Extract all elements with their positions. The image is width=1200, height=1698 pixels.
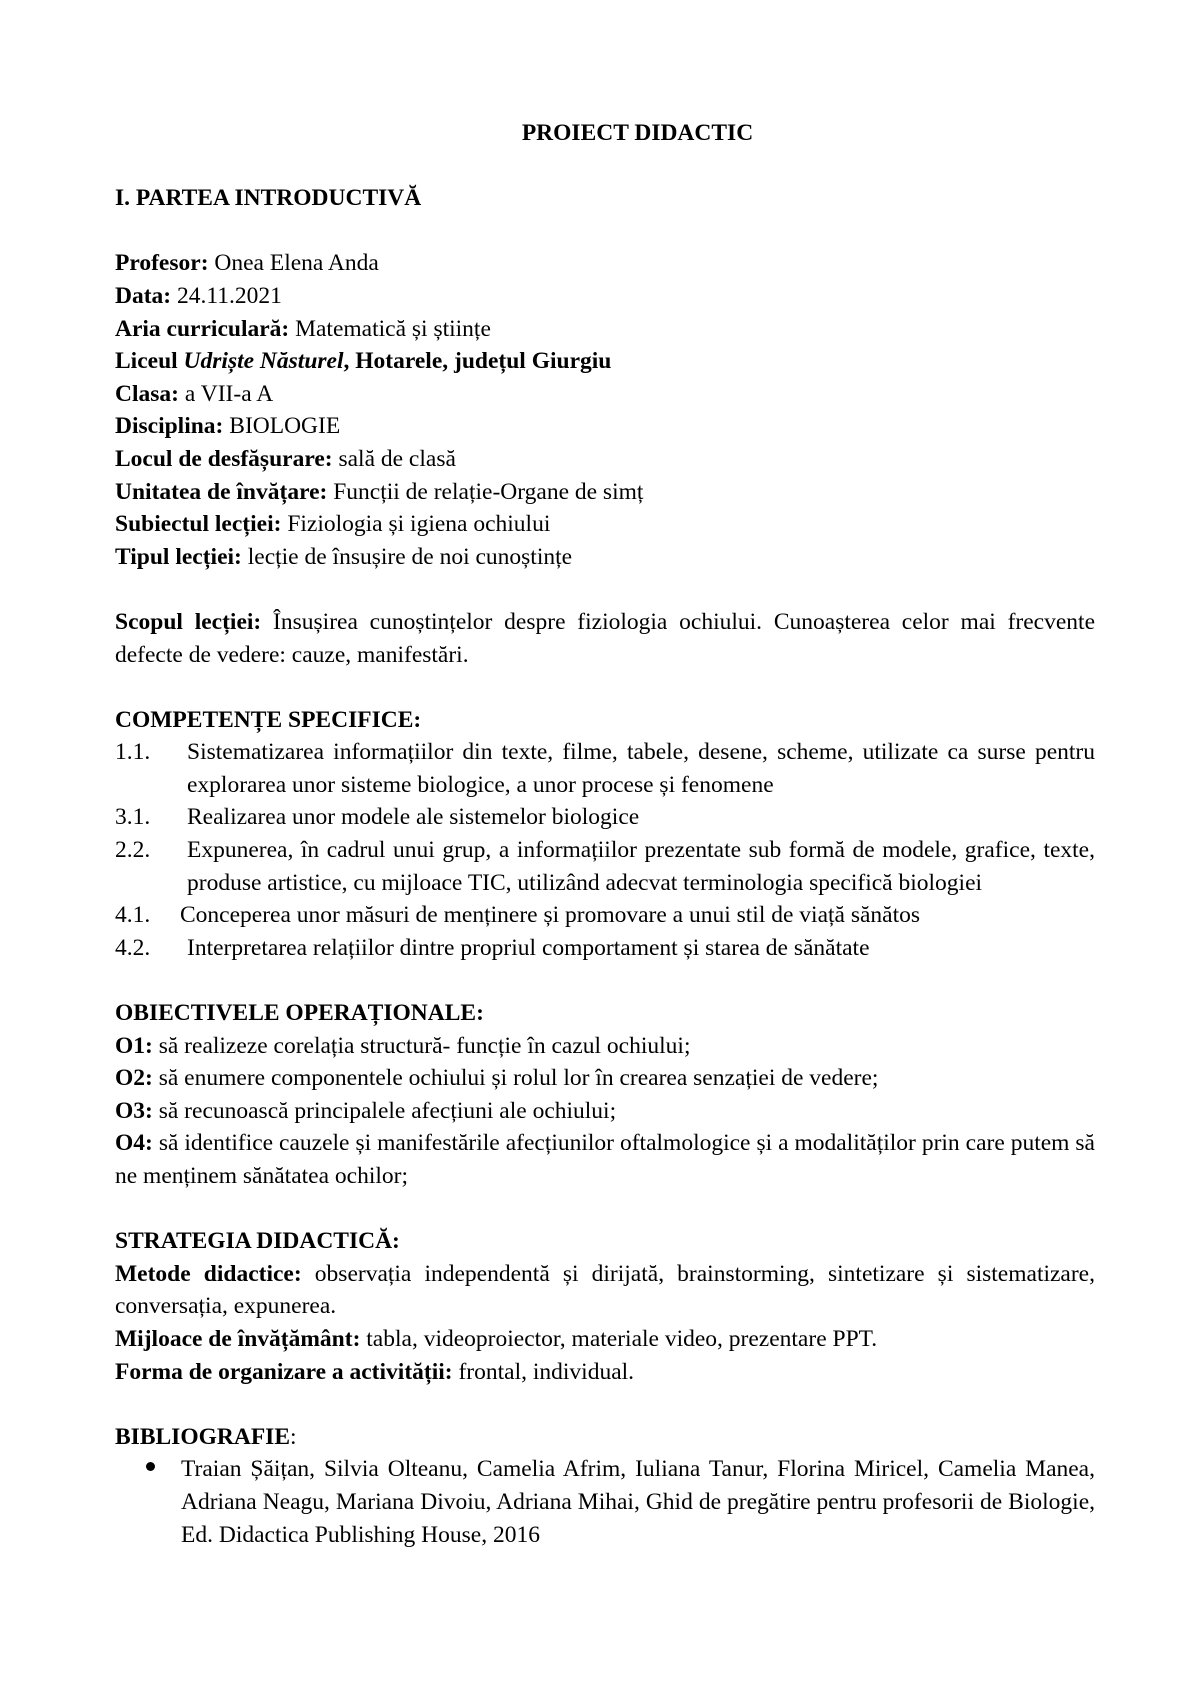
- info-label: Profesor:: [115, 250, 209, 277]
- bibliography-colon: :: [290, 1423, 297, 1450]
- competence-text: Realizarea unor modele ale sistemelor biologice: [187, 804, 640, 831]
- competence-text: Concеperea unor măsuri de menținere și promovare a unui stil de viață sănătos: [180, 902, 921, 929]
- bibliography-heading: BIBLIOGRAFIE: [115, 1423, 290, 1450]
- info-line-teacher: [115, 247, 1095, 280]
- info-value: a VII-a A: [178, 380, 274, 407]
- info-label: Unitatea de învățare:: [115, 478, 328, 505]
- info-value: sală de clasă: [332, 445, 456, 472]
- info-value: Funcții de relație-Organe de simț: [327, 478, 644, 505]
- objective-label: O3:: [115, 1097, 153, 1124]
- info-label: Clasa:: [115, 380, 179, 407]
- info-label: Locul de desfășurare:: [115, 445, 333, 472]
- competence-text: Sistematizarea informațiilor din texte, filme, tabele, desene, scheme, utilizate ca surse pentru explorarea unor sisteme biologice, a unor procese și fenomene: [187, 739, 1095, 798]
- competence-number: 3.1.: [115, 804, 151, 831]
- info-line-learning-unit: [115, 476, 1095, 509]
- competence-item: [115, 801, 1095, 834]
- school-suffix: , Hotarele, județul Giurgiu: [343, 348, 612, 375]
- info-value: Onea Elena Anda: [208, 250, 379, 277]
- info-line-location: [115, 443, 1095, 476]
- info-label: Subiectul lecției:: [115, 511, 282, 538]
- section-heading-strategy: STRATEGIA DIDACTICĂ:: [115, 1228, 400, 1255]
- objective-text: să enumere componentele ochiului și rolul lor în crearea senzației de vedere;: [152, 1065, 879, 1092]
- section-heading-competences: COMPETENȚE SPECIFICE:: [115, 706, 422, 733]
- info-label: Data:: [115, 282, 172, 309]
- objective-item: [115, 1095, 1095, 1128]
- competence-item: [115, 932, 1095, 965]
- school-name: Udriște Năsturel: [183, 348, 344, 375]
- document-title: PROIECT DIDACTIC: [521, 120, 754, 146]
- info-label: Disciplina:: [115, 413, 224, 440]
- info-value: lecție de însușire de noi cunoștințe: [241, 543, 573, 570]
- objective-label: O2:: [115, 1065, 153, 1092]
- objective-text: să recunoască principalele afecțiuni ale ochiului;: [152, 1097, 617, 1124]
- strategy-text: observația independentă și dirijată, brainstorming, sintetizare și sistematizare, conversația, expunerea.: [115, 1260, 1095, 1320]
- competence-number: 4.1.: [115, 902, 151, 929]
- strategy-item: [115, 1258, 1095, 1323]
- info-label: Tipul lecției:: [115, 543, 242, 570]
- objective-item: [115, 1127, 1095, 1192]
- strategy-text: tabla, videoproiector, materiale video, prezentare PPT.: [360, 1325, 878, 1352]
- school-prefix: Liceul: [115, 348, 184, 375]
- objective-text: să realizeze corelația structură- funcție în cazul ochiului;: [152, 1032, 691, 1059]
- info-value: Fiziologia și igiena ochiului: [281, 511, 551, 538]
- objective-label: O1:: [115, 1032, 153, 1059]
- info-line-lesson-type: [115, 541, 1095, 574]
- info-line-subject: [115, 410, 1095, 443]
- competence-number: 1.1.: [115, 739, 151, 766]
- info-line-curricular-area: [115, 313, 1095, 346]
- info-line-lesson-topic: [115, 508, 1095, 541]
- lesson-scope: [115, 606, 1095, 671]
- info-block: [115, 247, 1095, 573]
- section-heading-bibliography: [115, 1421, 1095, 1454]
- competence-number: 4.2.: [115, 934, 151, 961]
- competence-text: Interpretarea relațiilor dintre propriul comportament și starea de sănătate: [187, 934, 870, 961]
- bibliography-item: [115, 1453, 1095, 1551]
- strategy-label: Mijloace de învățământ:: [115, 1325, 361, 1352]
- objectives-list: [115, 1030, 1095, 1193]
- competence-item: [115, 899, 1095, 932]
- objective-item: [115, 1062, 1095, 1095]
- info-line-class: [115, 378, 1095, 411]
- competence-number: 2.2.: [115, 837, 151, 864]
- info-value: Matematică și științe: [289, 315, 491, 342]
- strategy-text: frontal, individual.: [452, 1358, 635, 1385]
- strategy-label: Forma de organizare a activității:: [115, 1358, 453, 1385]
- strategy-item: [115, 1323, 1095, 1356]
- bullet-icon: [115, 1453, 181, 1551]
- strategy-list: [115, 1258, 1095, 1388]
- section-heading-objectives: OBIECTIVELE OPERAȚIONALE:: [115, 1000, 484, 1027]
- competence-item: [115, 834, 1095, 899]
- objective-item: [115, 1030, 1095, 1063]
- info-line-date: [115, 280, 1095, 313]
- info-value: 24.11.2021: [171, 282, 282, 309]
- info-value: BIOLOGIE: [223, 413, 341, 440]
- bibliography-list: [115, 1453, 1095, 1551]
- objective-label: O4:: [115, 1130, 153, 1157]
- scope-label: Scopul lecției:: [115, 608, 262, 635]
- bibliography-text: Traian Șăițan, Silvia Olteanu, Camelia Afrim, Iuliana Tanur, Florina Miricel, Camelia Manea, Adriana Neagu, Mariana Divoiu, Adriana Mihai, Ghid de pregătire pentru profesorii de Biologie, Ed. Didactica Publishing House, 2016: [181, 1456, 1095, 1548]
- document-page: [115, 117, 1095, 1551]
- info-line-school: [115, 345, 1095, 378]
- competence-text: Expunerea, în cadrul unui grup, a informațiilor prezentate sub formă de modele, grafice, texte, produse artistice, cu mijloace TIC, utilizând adecvat terminologia specifică biologiei: [187, 837, 1095, 896]
- strategy-item: [115, 1356, 1095, 1389]
- strategy-label: Metode didactice:: [115, 1260, 302, 1287]
- competences-list: [115, 736, 1095, 964]
- info-label: Aria curriculară:: [115, 315, 290, 342]
- scope-text: Însușirea cunoștințelor despre fiziologia ochiului. Cunoașterea celor mai frecvente defecte de vedere: cauze, manifestări.: [115, 608, 1095, 668]
- competence-item: [115, 736, 1095, 801]
- section-heading-introduction: I. PARTEA INTRODUCTIVĂ: [115, 185, 422, 212]
- objective-text: să identifice cauzele și manifestările afecțiunilor oftalmologice și a modalităților prin care putem să ne menținem sănătatea ochilor;: [115, 1130, 1095, 1189]
